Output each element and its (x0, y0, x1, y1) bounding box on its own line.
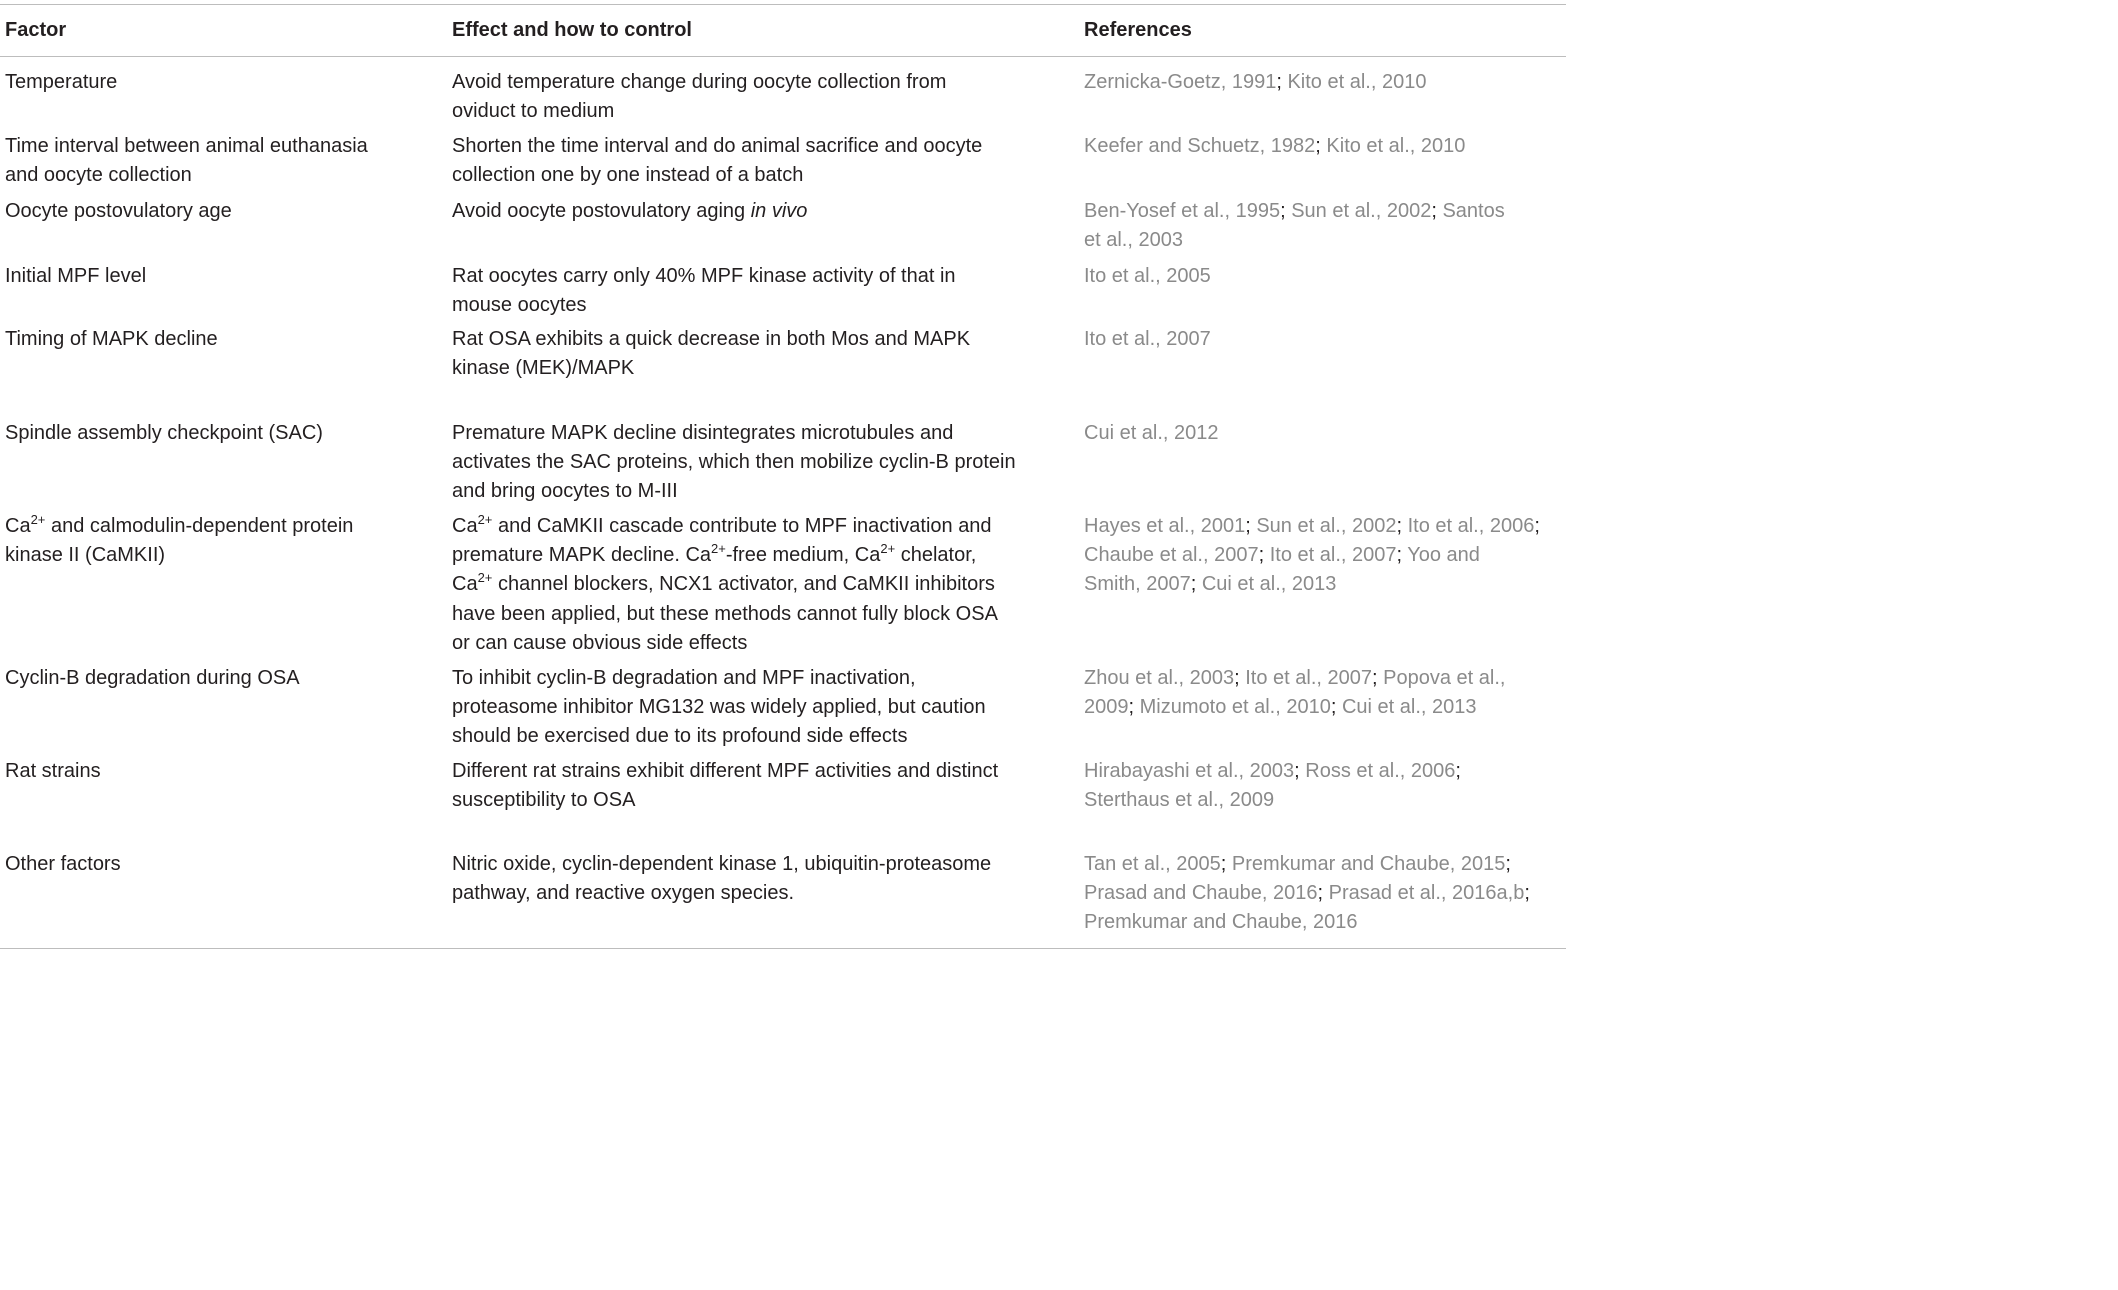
reference-link[interactable]: Keefer and Schuetz, 1982 (1084, 135, 1316, 157)
cell-line: Rat OSA exhibits a quick decrease in both Mos and MAPK (452, 328, 971, 350)
cell-text: channel blockers, NCX1 activator, and CaMKII inhibitors (492, 573, 995, 596)
cell-line: kinase II (CaMKII) (5, 544, 166, 567)
references-cell (1084, 850, 1562, 938)
references-cell (1084, 325, 1562, 354)
factor-cell (5, 850, 435, 879)
reference-link[interactable]: Sun et al., 2002 (1291, 200, 1432, 222)
reference-link[interactable]: Popova et al., (1383, 667, 1506, 689)
reference-separator: ; (1276, 71, 1288, 93)
reference-link[interactable]: Prasad et al., 2016a,b (1328, 882, 1525, 905)
reference-link[interactable]: Cui et al., 2013 (1341, 696, 1477, 719)
reference-link[interactable]: Kito et al., 2010 (1326, 135, 1466, 157)
reference-link[interactable]: Cui et al., 2013 (1201, 573, 1337, 596)
reference-separator: ; (1220, 853, 1232, 875)
reference-separator: ; (1330, 696, 1342, 719)
reference-separator: ; (1317, 882, 1329, 905)
header-effect: Effect and how to control (452, 19, 692, 41)
cell-line: susceptibility to OSA (452, 789, 636, 812)
references-cell (1084, 132, 1562, 161)
reference-separator: ; (1128, 696, 1140, 719)
header-factor: Factor (5, 19, 67, 41)
cell-line: Temperature (5, 71, 118, 93)
reference-link[interactable]: Santos (1442, 200, 1505, 222)
cell-line: Timing of MAPK decline (5, 328, 218, 350)
cell-text: chelator, (895, 544, 977, 567)
cell-line: collection one by one instead of a batch (452, 164, 804, 187)
reference-separator: ; (1524, 882, 1530, 905)
cell-line: Spindle assembly checkpoint (SAC) (5, 422, 323, 444)
factor-cell (5, 325, 435, 354)
effect-cell (452, 512, 1052, 658)
factor-cell (5, 664, 435, 693)
cell-line: oviduct to medium (452, 100, 615, 123)
cell-text: -free medium, Ca (725, 544, 881, 567)
cell-line: Rat strains (5, 760, 101, 782)
reference-separator: ; (1505, 853, 1511, 875)
effect-cell (452, 664, 1052, 752)
cell-line: kinase (MEK)/MAPK (452, 357, 635, 380)
cell-line: proteasome inhibitor MG132 was widely applied, but caution (452, 696, 986, 719)
superscript: 2+ (477, 512, 493, 527)
superscript: 2+ (30, 512, 46, 527)
cell-line: Nitric oxide, cyclin-dependent kinase 1, ubiquitin-proteasome (452, 853, 992, 875)
cell-line: pathway, and reactive oxygen species. (452, 882, 795, 905)
reference-link[interactable]: Hirabayashi et al., 2003 (1084, 760, 1295, 782)
reference-link[interactable]: Kito et al., 2010 (1287, 71, 1427, 93)
references-cell (1084, 757, 1562, 815)
factor-cell (5, 419, 435, 448)
factor-cell (5, 197, 435, 226)
reference-link[interactable]: Premkumar and Chaube, 2015 (1231, 853, 1506, 875)
references-cell (1084, 262, 1562, 291)
effect-cell (452, 325, 1052, 383)
reference-link[interactable]: Zhou et al., 2003 (1084, 667, 1235, 689)
cell-line: Oocyte postovulatory age (5, 200, 232, 222)
reference-separator: ; (1534, 515, 1540, 537)
cell-line: Cyclin-B degradation during OSA (5, 667, 300, 689)
reference-link[interactable]: Zernicka-Goetz, 1991 (1084, 71, 1277, 93)
effect-cell (452, 850, 1052, 908)
factor-cell (5, 757, 435, 786)
cell-italic-text: in vivo (750, 200, 808, 222)
reference-link[interactable]: Ito et al., 2005 (1084, 265, 1211, 287)
reference-separator: ; (1372, 667, 1384, 689)
reference-link[interactable]: Ito et al., 2007 (1084, 328, 1211, 350)
factor-cell (5, 132, 435, 190)
cell-line: have been applied, but these methods cannot fully block OSA (452, 602, 998, 625)
effect-cell (452, 197, 1052, 226)
reference-link[interactable]: Tan et al., 2005 (1084, 853, 1221, 875)
cell-line: or can cause obvious side effects (452, 631, 748, 654)
table-bottom-rule (0, 948, 1566, 949)
reference-link[interactable]: Premkumar and Chaube, 2016 (1084, 911, 1358, 934)
cell-text: Ca (5, 515, 31, 537)
cell-line: Rat oocytes carry only 40% MPF kinase activity of that in (452, 265, 956, 287)
reference-link[interactable]: Cui et al., 2012 (1084, 422, 1219, 444)
cell-line: Other factors (5, 853, 121, 875)
cell-line: should be exercised due to its profound side effects (452, 725, 908, 748)
reference-separator: ; (1396, 544, 1408, 567)
reference-link[interactable]: Chaube et al., 2007 (1084, 544, 1259, 567)
cell-line: Avoid temperature change during oocyte collection from (452, 71, 947, 93)
reference-separator: ; (1234, 667, 1246, 689)
references-cell (1084, 197, 1562, 255)
cell-line: mouse oocytes (452, 294, 587, 317)
reference-separator: ; (1455, 760, 1461, 782)
reference-link[interactable]: et al., 2003 (1084, 229, 1183, 252)
cell-text: Ca (452, 573, 478, 596)
cell-line: Shorten the time interval and do animal sacrifice and oocyte (452, 135, 983, 157)
reference-separator: ; (1258, 544, 1270, 567)
reference-link[interactable]: Yoo and (1407, 544, 1480, 567)
superscript: 2+ (477, 570, 493, 586)
cell-text: Avoid oocyte postovulatory aging (452, 200, 751, 222)
reference-link[interactable]: Ito et al., 2007 (1245, 667, 1372, 689)
cell-line: and bring oocytes to M-III (452, 480, 678, 503)
reference-link[interactable]: Ito et al., 2006 (1407, 515, 1535, 537)
effect-cell (452, 132, 1052, 190)
references-cell (1084, 664, 1562, 722)
cell-line: activates the SAC proteins, which then mobilize cyclin-B protein (452, 451, 1016, 474)
cell-line: Different rat strains exhibit different MPF activities and distinct (452, 760, 999, 782)
reference-separator: ; (1245, 515, 1257, 537)
reference-link[interactable]: Prasad and Chaube, 2016 (1084, 882, 1318, 905)
cell-line: Initial MPF level (5, 265, 147, 287)
effect-cell (452, 757, 1052, 815)
reference-separator: ; (1431, 200, 1443, 222)
effect-cell (452, 68, 1052, 126)
references-cell (1084, 419, 1562, 448)
cell-line: Premature MAPK decline disintegrates microtubules and (452, 422, 954, 444)
cell-line: To inhibit cyclin-B degradation and MPF inactivation, (452, 667, 916, 689)
reference-link[interactable]: Mizumoto et al., 2010 (1139, 696, 1331, 719)
reference-separator: ; (1396, 515, 1408, 537)
factor-cell (5, 262, 435, 291)
references-cell (1084, 68, 1562, 97)
reference-link[interactable]: Smith, 2007 (1084, 573, 1191, 596)
effect-cell (452, 262, 1052, 320)
cell-line: and oocyte collection (5, 164, 192, 187)
reference-link[interactable]: Ito et al., 2007 (1269, 544, 1397, 567)
reference-separator: ; (1315, 135, 1327, 157)
effect-cell (452, 419, 1052, 507)
cell-text: premature MAPK decline. Ca (452, 544, 712, 567)
table-top-rule (0, 4, 1566, 5)
header-references: References (1084, 19, 1192, 41)
reference-separator: ; (1280, 200, 1292, 222)
factor-cell (5, 512, 435, 570)
reference-link[interactable]: Sterthaus et al., 2009 (1084, 789, 1275, 812)
cell-text: Ca (452, 515, 478, 537)
cell-text: and calmodulin-dependent protein (45, 515, 354, 537)
reference-link[interactable]: Sun et al., 2002 (1256, 515, 1397, 537)
reference-separator: ; (1190, 573, 1202, 596)
reference-link[interactable]: Ross et al., 2006 (1305, 760, 1456, 782)
cell-text: and CaMKII cascade contribute to MPF inactivation and (492, 515, 992, 537)
cell-line: Time interval between animal euthanasia (5, 135, 368, 157)
superscript: 2+ (711, 541, 726, 557)
reference-link[interactable]: 2009 (1084, 696, 1129, 719)
reference-link[interactable]: Ben-Yosef et al., 1995 (1084, 200, 1281, 222)
table-header-rule (0, 56, 1566, 57)
factor-cell (5, 68, 435, 97)
reference-link[interactable]: Hayes et al., 2001 (1084, 515, 1246, 537)
table-header (0, 17, 1566, 47)
superscript: 2+ (880, 541, 896, 557)
references-cell (1084, 512, 1562, 600)
reference-separator: ; (1294, 760, 1306, 782)
